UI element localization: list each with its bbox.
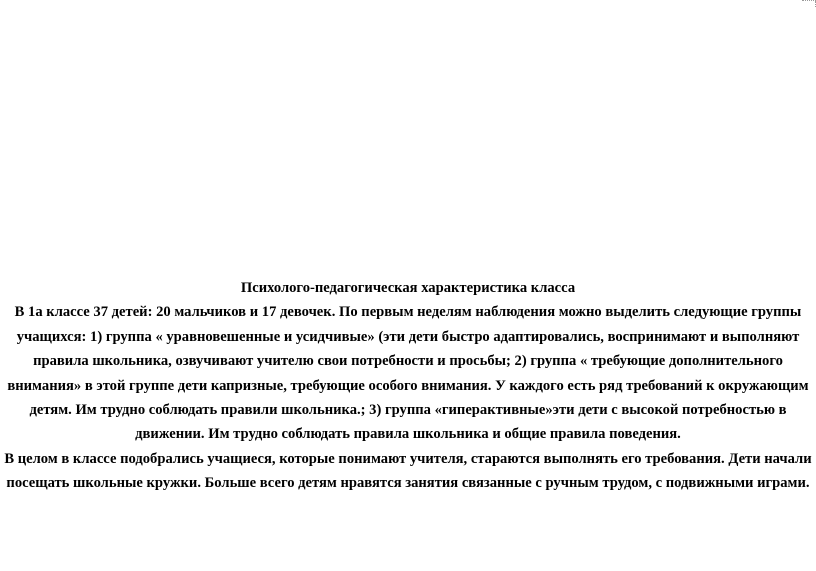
paragraph-class-summary: В целом в классе подобрались учащиеся, которые понимают учителя, стараются выполнять его требования. Дети начали посещать школьные кружки. Больше всего детям нравятся занятия связанные с ручным трудом, с подвижными играми. (4, 450, 812, 492)
document-body (0, 276, 816, 496)
page-corner-mark (802, 0, 816, 7)
document-title: Психолого-педагогическая характеристика класса (240, 280, 576, 296)
paragraph-class-groups: В 1а классе 37 детей: 20 мальчиков и 17 девочек. По первым неделям наблюдения можно выделить следующие группы учащихся: 1) группа « уравновешенные и усидчивые» (эти дети быстро адаптировались, воспринимают и выполняют правила школьника, озвучивают учителю свои потребности и просьбы; 2) группа « требующие дополнительного внимания» в этой группе дети капризные, требующие особого внимания. У каждого есть ряд требований к окружающим детям. Им трудно соблюдать правили школьника.; 3) группа «гиперактивные»эти дети с высокой потребностью в движении. Им трудно соблюдать правила школьника и общие правила поведения. (7, 304, 809, 443)
